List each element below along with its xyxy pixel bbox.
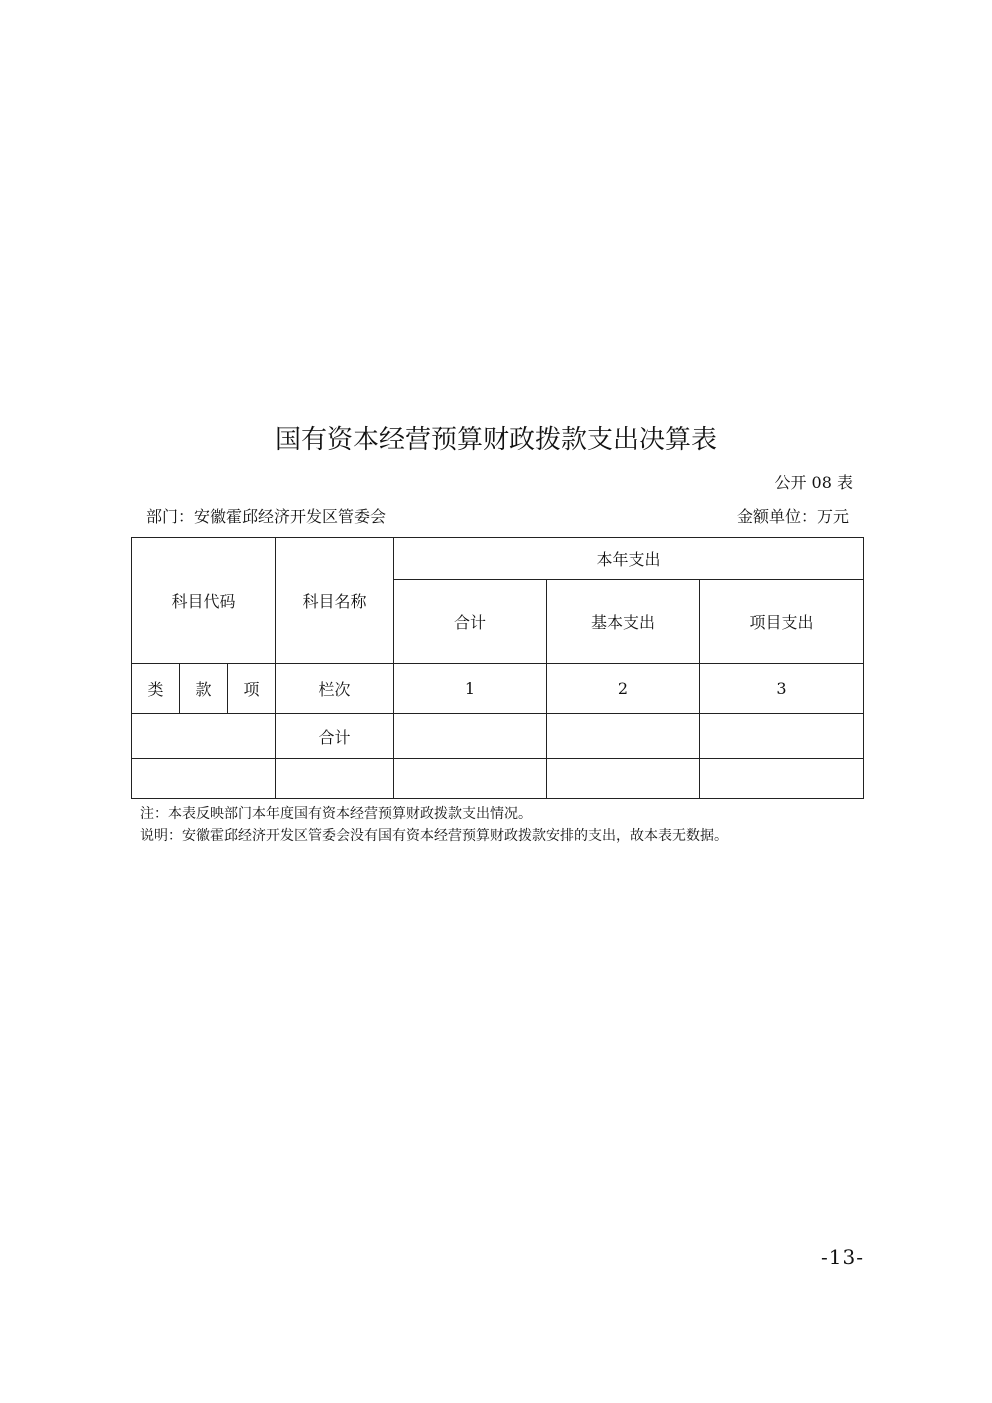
header-current-year-expense: 本年支出 (394, 538, 864, 580)
header-total: 合计 (394, 580, 547, 664)
table-row (132, 714, 864, 759)
header-subject-code: 科目代码 (132, 538, 276, 664)
row-project-cell (700, 714, 864, 759)
row-total-cell (394, 714, 547, 759)
row-name-cell (276, 759, 394, 799)
sub-header-column-order: 栏次 (276, 664, 394, 714)
sub-header-col-1: 1 (394, 664, 547, 714)
page-number: -13- (821, 1245, 864, 1269)
table-explanation: 说明：安徽霍邱经济开发区管委会没有国有资本经营预算财政拨款安排的支出，故本表无数据。 (140, 828, 728, 844)
header-subject-name: 科目名称 (276, 538, 394, 664)
row-code-cell (132, 759, 276, 799)
row-project-cell (700, 759, 864, 799)
row-total-cell (394, 759, 547, 799)
expense-table (131, 537, 864, 799)
sub-header-section: 款 (180, 664, 228, 714)
sub-header-item: 项 (228, 664, 276, 714)
header-basic-expense: 基本支出 (547, 580, 700, 664)
table-note: 注：本表反映部门本年度国有资本经营预算财政拨款支出情况。 (140, 806, 532, 822)
row-name-cell: 合计 (276, 714, 394, 759)
row-basic-cell (547, 759, 700, 799)
sub-header-row (132, 664, 864, 714)
row-basic-cell (547, 714, 700, 759)
form-number: 公开 08 表 (774, 473, 853, 492)
header-row-1 (132, 538, 864, 580)
department-label: 部门：安徽霍邱经济开发区管委会 (146, 507, 387, 526)
header-project-expense: 项目支出 (700, 580, 864, 664)
sub-header-col-3: 3 (700, 664, 864, 714)
amount-unit-label: 金额单位：万元 (736, 507, 849, 526)
table-row (132, 759, 864, 799)
sub-header-category: 类 (132, 664, 180, 714)
sub-header-col-2: 2 (547, 664, 700, 714)
page-title: 国有资本经营预算财政拨款支出决算表 (274, 425, 717, 455)
row-code-cell (132, 714, 276, 759)
